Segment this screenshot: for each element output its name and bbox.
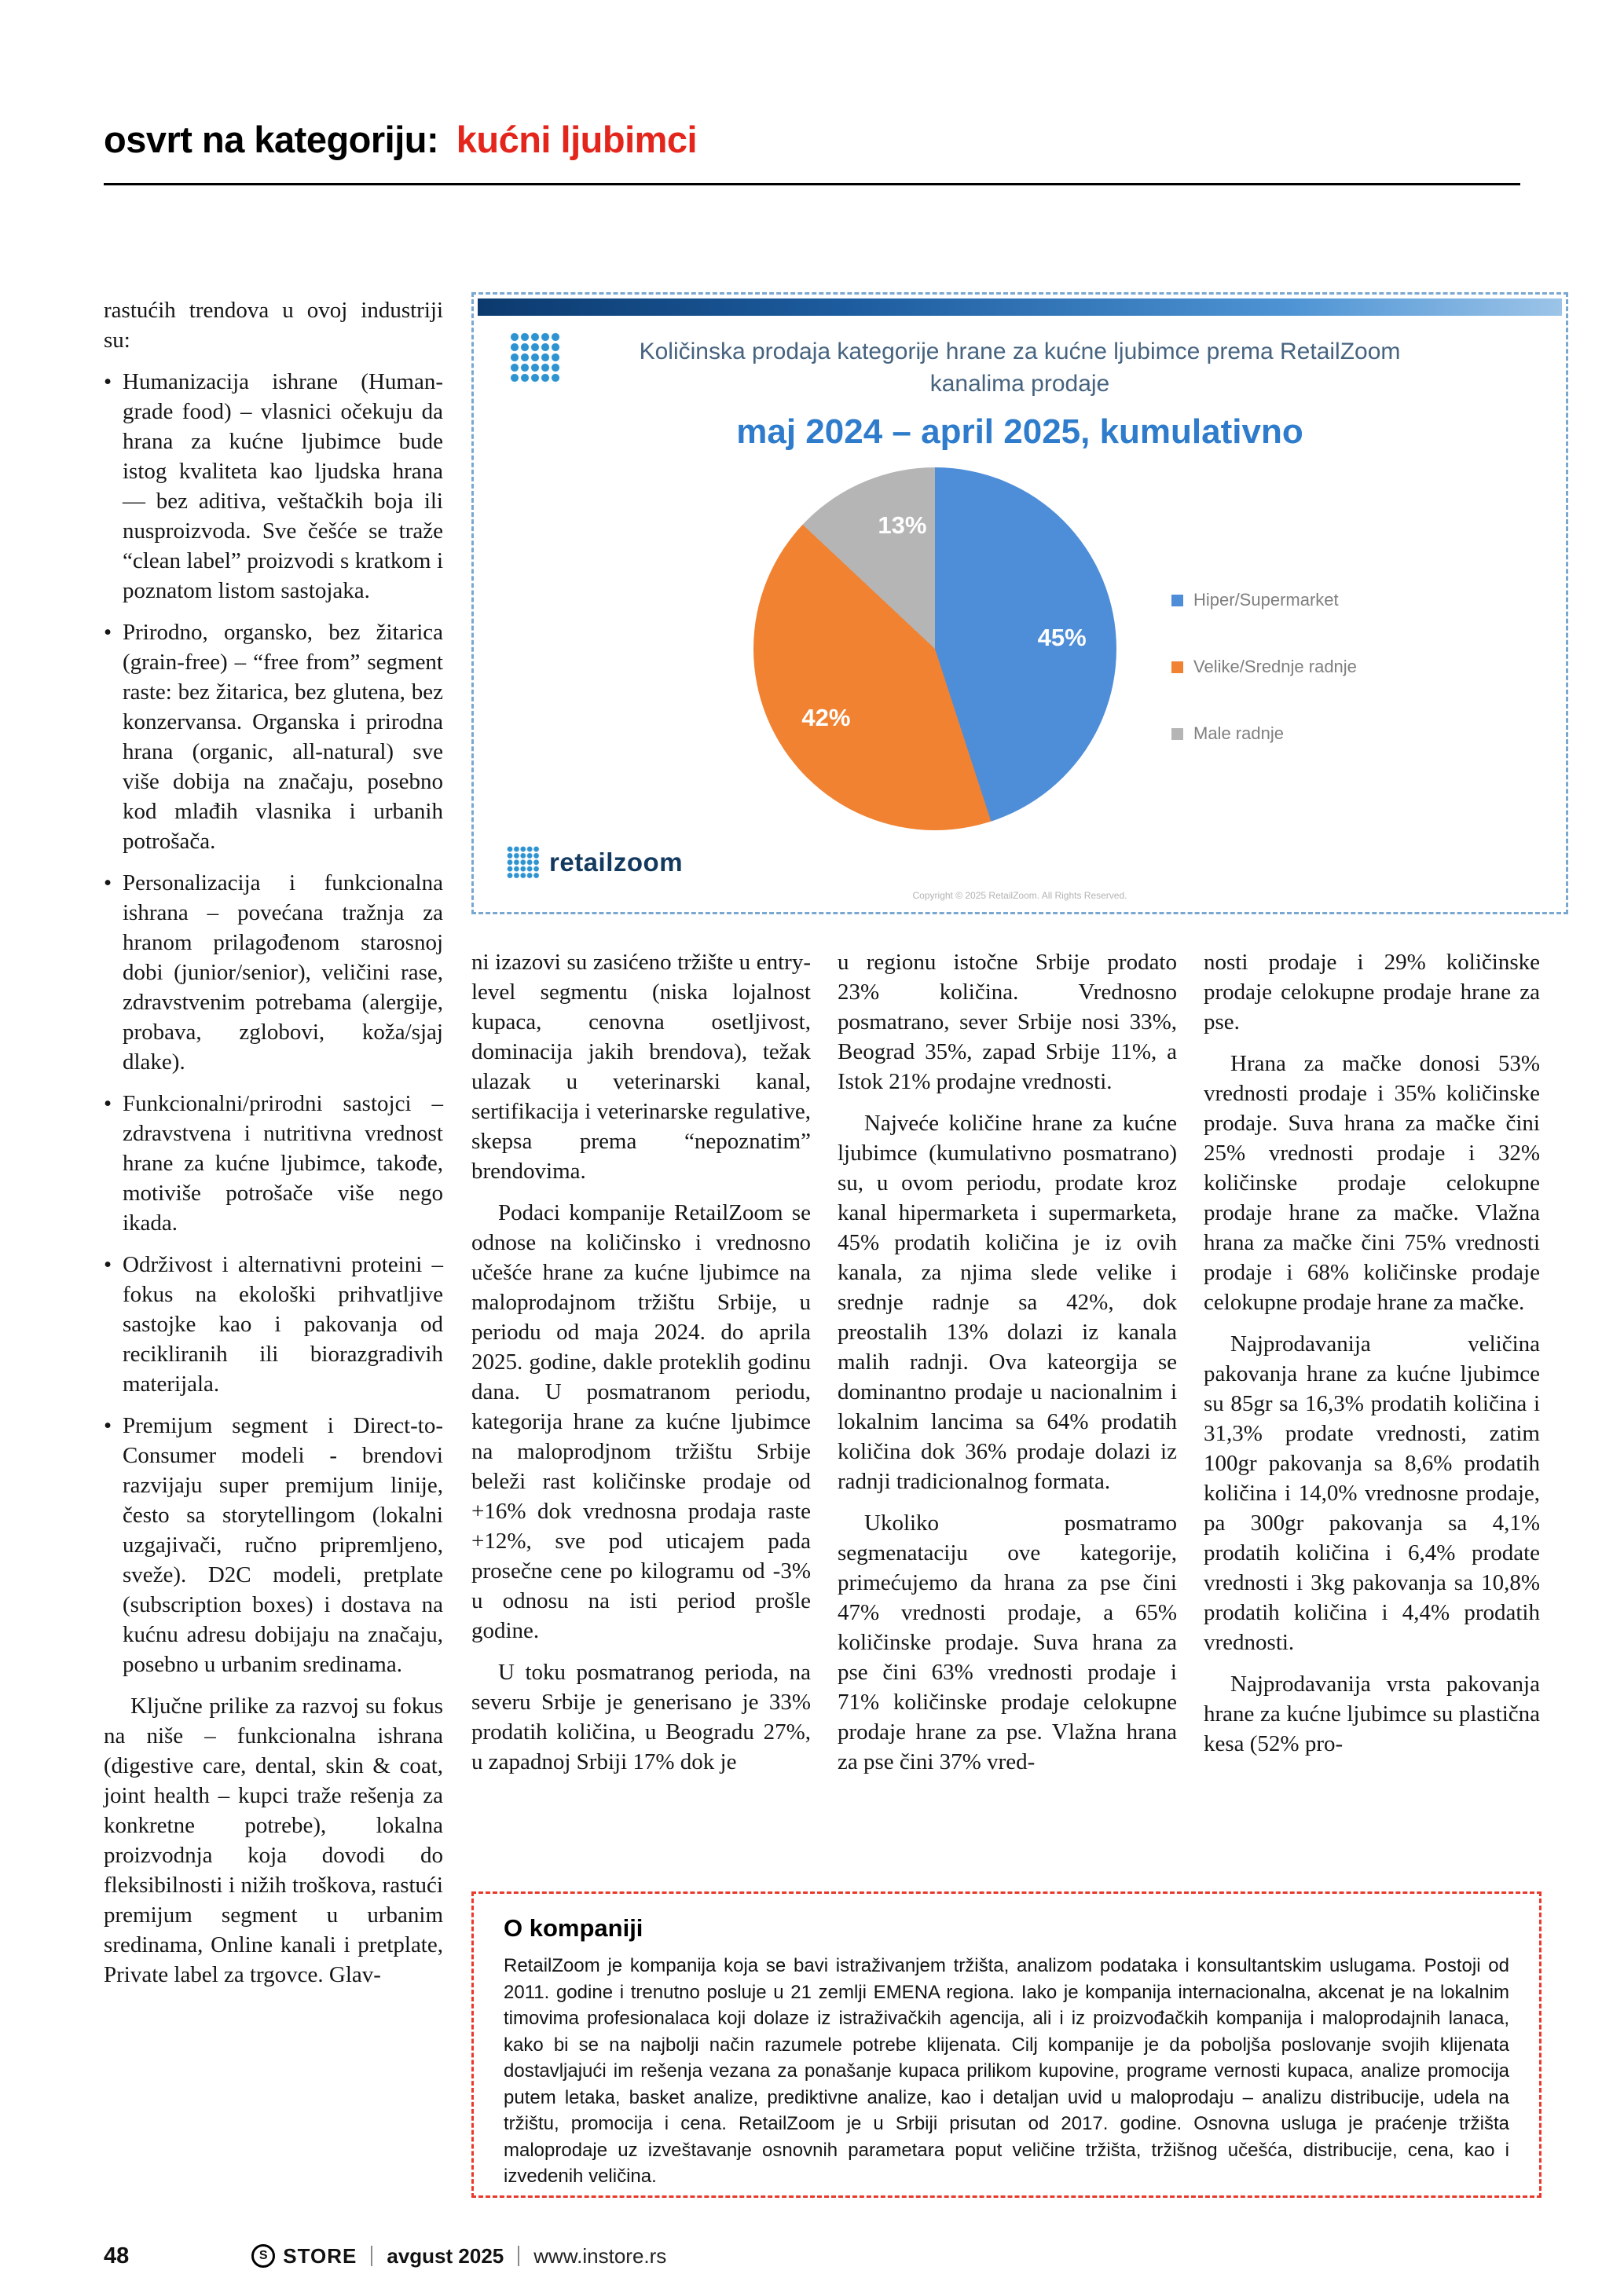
chart-header-bar [478, 298, 1562, 316]
section-title-topic: kućni ljubimci [456, 119, 698, 160]
pie-value-male-radnje: 13% [878, 511, 927, 539]
paragraph: Podaci kompanije RetailZoom se odnose na količinsko i vrednosno učešće hrane za kućne ljubimce na maloprodajnom tržištu Srbije, u periodu od maja 2024. do aprila 2025. godine, dakle proteklih godinu dana. U posmatranom periodu, kategorija hrane za kućne ljubimce na maloprodjnom tržištu Srbije beleži rast količinske prodaje od +16% dok vrednosna prodaja raste +12%, sve pod uticajem pada prosečne cene po kilogramu od -3% u odnosu na isti period prošle godine. [471, 1200, 811, 1643]
retailzoom-dots-icon-small [507, 846, 540, 879]
page-footer [104, 2243, 1520, 2269]
pie-value-velike-srednje-radnje: 42% [801, 703, 851, 731]
trend-item-personalizacija: • Personalizacija i funkcionalna ishrana – povećana tražnja za hranom prilagođenom starosnoj dobi (junior/senior), veličini rase, zdravstvenim potrebama (alergije, probava, zglobovi, koža/sjaj dlake). [104, 868, 443, 1077]
trend-item-funkcionalni: • Funkcionalni/prirodni sastojci – zdravstvena i nutritivna vrednost hrane za kućne ljubimce, takođe, motiviše potrošače više nego ikada. [104, 1089, 443, 1238]
retailzoom-logo-text: retailzoom [549, 848, 684, 877]
chart-title [592, 335, 1448, 400]
paragraph: Ukoliko posmatramo segmenataciju ove kategorije, primećujemo da hrana za pse čini 47% vrednosti prodaje, a 65% količinske prodaje. Suva hrana za pse čini 63% vrednosti prodaje i 71% količinske prodaje celokupne prodaje hrane za pse. Vlažna hrana za pse čini 37% vred- [838, 1511, 1177, 1774]
trend-item-premijum: • Premijum segment i Direct-to-Consumer modeli - brendovi razvijaju super premijum linije, često sa storytellingom (lokalni uzgajivači, ručno pripremljeno, sveže). D2C modeli, pretplate (subscription boxes) i dostava na kućnu adresu dobijaju na značaju, posebno u urbanim sredinama. [104, 1411, 443, 1679]
intro-paragraph: rastućih trendova u ovoj industriji su: [104, 298, 443, 353]
body-column-2 [471, 947, 811, 1789]
chart-panel [471, 292, 1568, 914]
paragraph: Hrana za mačke donosi 53% vrednosti prodaje i 35% količinske prodaje. Suva hrana za mačke čini 25% vrednosti prodaje i 32% količinske prodaje celokupne prodaje hrane za mačke. Vlažna hrana za mačke čini 75% vrednosti prodaje i 68% količinske prodaje celokupne prodaje hrane za mačke. [1204, 1051, 1540, 1315]
legend-swatch-blue [1171, 595, 1183, 606]
trend-item-prirodno: • Prirodno, organsko, bez žitarica (grain-free) – “free from” segment raste: bez žitarica, bez glutena, bez konzervansa. Organska i prirodna hrana (organic, all-natural) sve više dobija na značaju, posebno kod mlađih vlasnika i urbanih potrošača. [104, 617, 443, 856]
store-logo-mark-icon: S [251, 2244, 275, 2268]
chart-title-line1: Količinska prodaja kategorije hrane za kućne ljubimce prema RetailZoom [639, 339, 1401, 364]
legend-item-male-radnje [1171, 723, 1357, 744]
legend-swatch-orange [1171, 661, 1183, 673]
chart-subtitle: maj 2024 – april 2025, kumulativno [736, 412, 1303, 451]
trend-item-humanizacija: • Humanizacija ishrane (Human-grade food) – vlasnici očekuju da hrana za kućne ljubimce bude istog kvaliteta kao ljudska hrana — bez aditiva, veštačkih boja ili nusproizvoda. Sve češće se traže “clean label” proizvodi s kratkom i poznatom listom sastojaka. [104, 367, 443, 606]
about-company-box [471, 1891, 1542, 2198]
closing-paragraph: Ključne prilike za razvoj su fokus na niše – funkcionalna ishrana (digestive care, dental, skin & coat, joint health – kupci traže rešenja za konkretne potrebe), lokalna proizvodnja koja dovodi do fleksibilnosti i nižih troškova, rastući premijum segment u urbanim sredinama, Online kanali i pretplate, Private label za trgovce. Glav- [104, 1694, 443, 1987]
page-header [104, 118, 1520, 161]
paragraph: Najveće količine hrane za kućne ljubimce (kumulativno posmatrano) su, u ovom periodu, prodate kroz kanal hipermarketa i supermarketa, 45% prodatih količina je iz ovih kanala, za njima slede velike i srednje radnje sa 42%, dok preostalih 13% dolazi iz kanala malih radnji. Ova kateorgija se dominantno prodaje u nacionalnim i lokalnim lancima sa 64% prodatih količina dok 36% prodaje dolazi iz radnji tradicionalnog formata. [838, 1111, 1177, 1494]
body-column-4 [1204, 947, 1540, 1771]
website-url: www.instore.rs [533, 2243, 667, 2268]
legend-label: Male radnje [1193, 723, 1284, 743]
paragraph: U toku posmatranog perioda, na severu Srbije je generisano je 33% prodatih količina, u Beogradu 27%, u zapadnoj Srbiji 17% dok je [471, 1660, 811, 1774]
page-number: 48 [104, 2243, 130, 2269]
paragraph: Najprodavanija vrsta pakovanja hrane za kućne ljubimce su plastična kesa (52% pro- [1204, 1672, 1540, 1756]
legend-label: Hiper/Supermarket [1193, 590, 1339, 610]
header-rule [104, 183, 1520, 185]
issue-date: avgust 2025 [387, 2243, 504, 2268]
paragraph: ni izazovi su zasićeno tržište u entry-level segmentu (niska lojalnost kupaca, cenovna osetljivost, dominacija jakih brendova), težak ulazak u veterinarski kanal, sertifikacija i veterinarske regulative, skepsa prema “nepoznatim” brendovima. [471, 950, 811, 1184]
store-logo [251, 2244, 357, 2269]
paragraph: Najprodavanija veličina pakovanja hrane za kućne ljubimce su 85gr sa 16,3% prodatih količina i 31,3% prodate vrednosti, zatim 100gr pakovanja sa 8,6% prodatih količina i 14,0% vrednosne prodaje, pa 300gr pakovanja sa 4,1% prodatih količina i 6,4% prodate vrednosti i 3kg pakovanja sa 10,8% prodatih količina i 4,4% prodatih vrednosti. [1204, 1331, 1540, 1655]
legend-item-velike-srednje-radnje [1171, 657, 1357, 677]
trend-list [104, 367, 443, 1679]
section-title-prefix: osvrt na kategoriju: [104, 119, 439, 160]
pie-chart-wrap [753, 467, 1116, 830]
trend-item-odrzivost: • Održivost i alternativni proteini – fokus na ekološki prihvatljive sastojke kao i pakovanja od recikliranih ili biorazgradivih materijala. [104, 1250, 443, 1399]
retailzoom-dots-icon [510, 332, 562, 384]
chart-legend [1171, 590, 1357, 744]
section-title [104, 118, 1520, 161]
legend-item-hiper-supermarket [1171, 590, 1357, 610]
chart-copyright: Copyright © 2025 RetailZoom. All Rights Reserved. [912, 890, 1127, 901]
paragraph: nosti prodaje i 29% količinske prodaje celokupne prodaje hrane za pse. [1204, 950, 1540, 1034]
body-column-3 [838, 947, 1177, 1789]
legend-swatch-gray [1171, 728, 1183, 740]
paragraph: u regionu istočne Srbije prodato 23% količina. Vrednosno posmatrano, sever Srbije nosi 33%, Beograd 35%, zapad Srbije 11%, a Istok 21% prodajne vrednosti. [838, 950, 1177, 1094]
store-logo-text: STORE [283, 2243, 357, 2268]
retailzoom-logo [507, 846, 683, 879]
about-company-title: O kompaniji [504, 1914, 643, 1942]
footer-divider [371, 2246, 372, 2266]
body-column-1 [104, 295, 443, 2001]
about-company-body: RetailZoom je kompanija koja se bavi istraživanjem tržišta, analizom podataka i konsultantskim uslugama. Postoji od 2011. godine i trenutno posluje u 21 zemlji EMENA regiona. Iako je kompanija internacionalna, akcenat je na lokalnim timovima profesionalaca koji dolaze iz istraživačkih agencija, ali i iz proizvođačkih kompanija i maloprodajnih lanaca, kako bi se na najbolji način razumele potrebe klijenata. Cilj kompanije je da poboljša poslovanje svojih klijenata dostavljajući im rešenja vezana za ponašanje kupaca prilikom kupovine, programe vernosti kupaca, analize promocija putem letaka, basket analize, prediktivne analize, kao i detaljan uvid u maloprodaju – analizu distribucije, udela na tržištu, promocija i cena. RetailZoom je u Srbiji prisutan od 2017. godine. Osnovna usluga je praćenje tržišta maloprodaje uz izveštavanje osnovnih parametara poput veličine tržišta, tržišnog učešća, distribucije, cena, kao i izvedenih veličina. [504, 1955, 1509, 2187]
pie-value-hiper-supermarket: 45% [1037, 624, 1087, 652]
footer-divider [518, 2246, 519, 2266]
chart-title-line2: kanalima prodaje [929, 371, 1110, 397]
legend-label: Velike/Srednje radnje [1193, 657, 1357, 676]
